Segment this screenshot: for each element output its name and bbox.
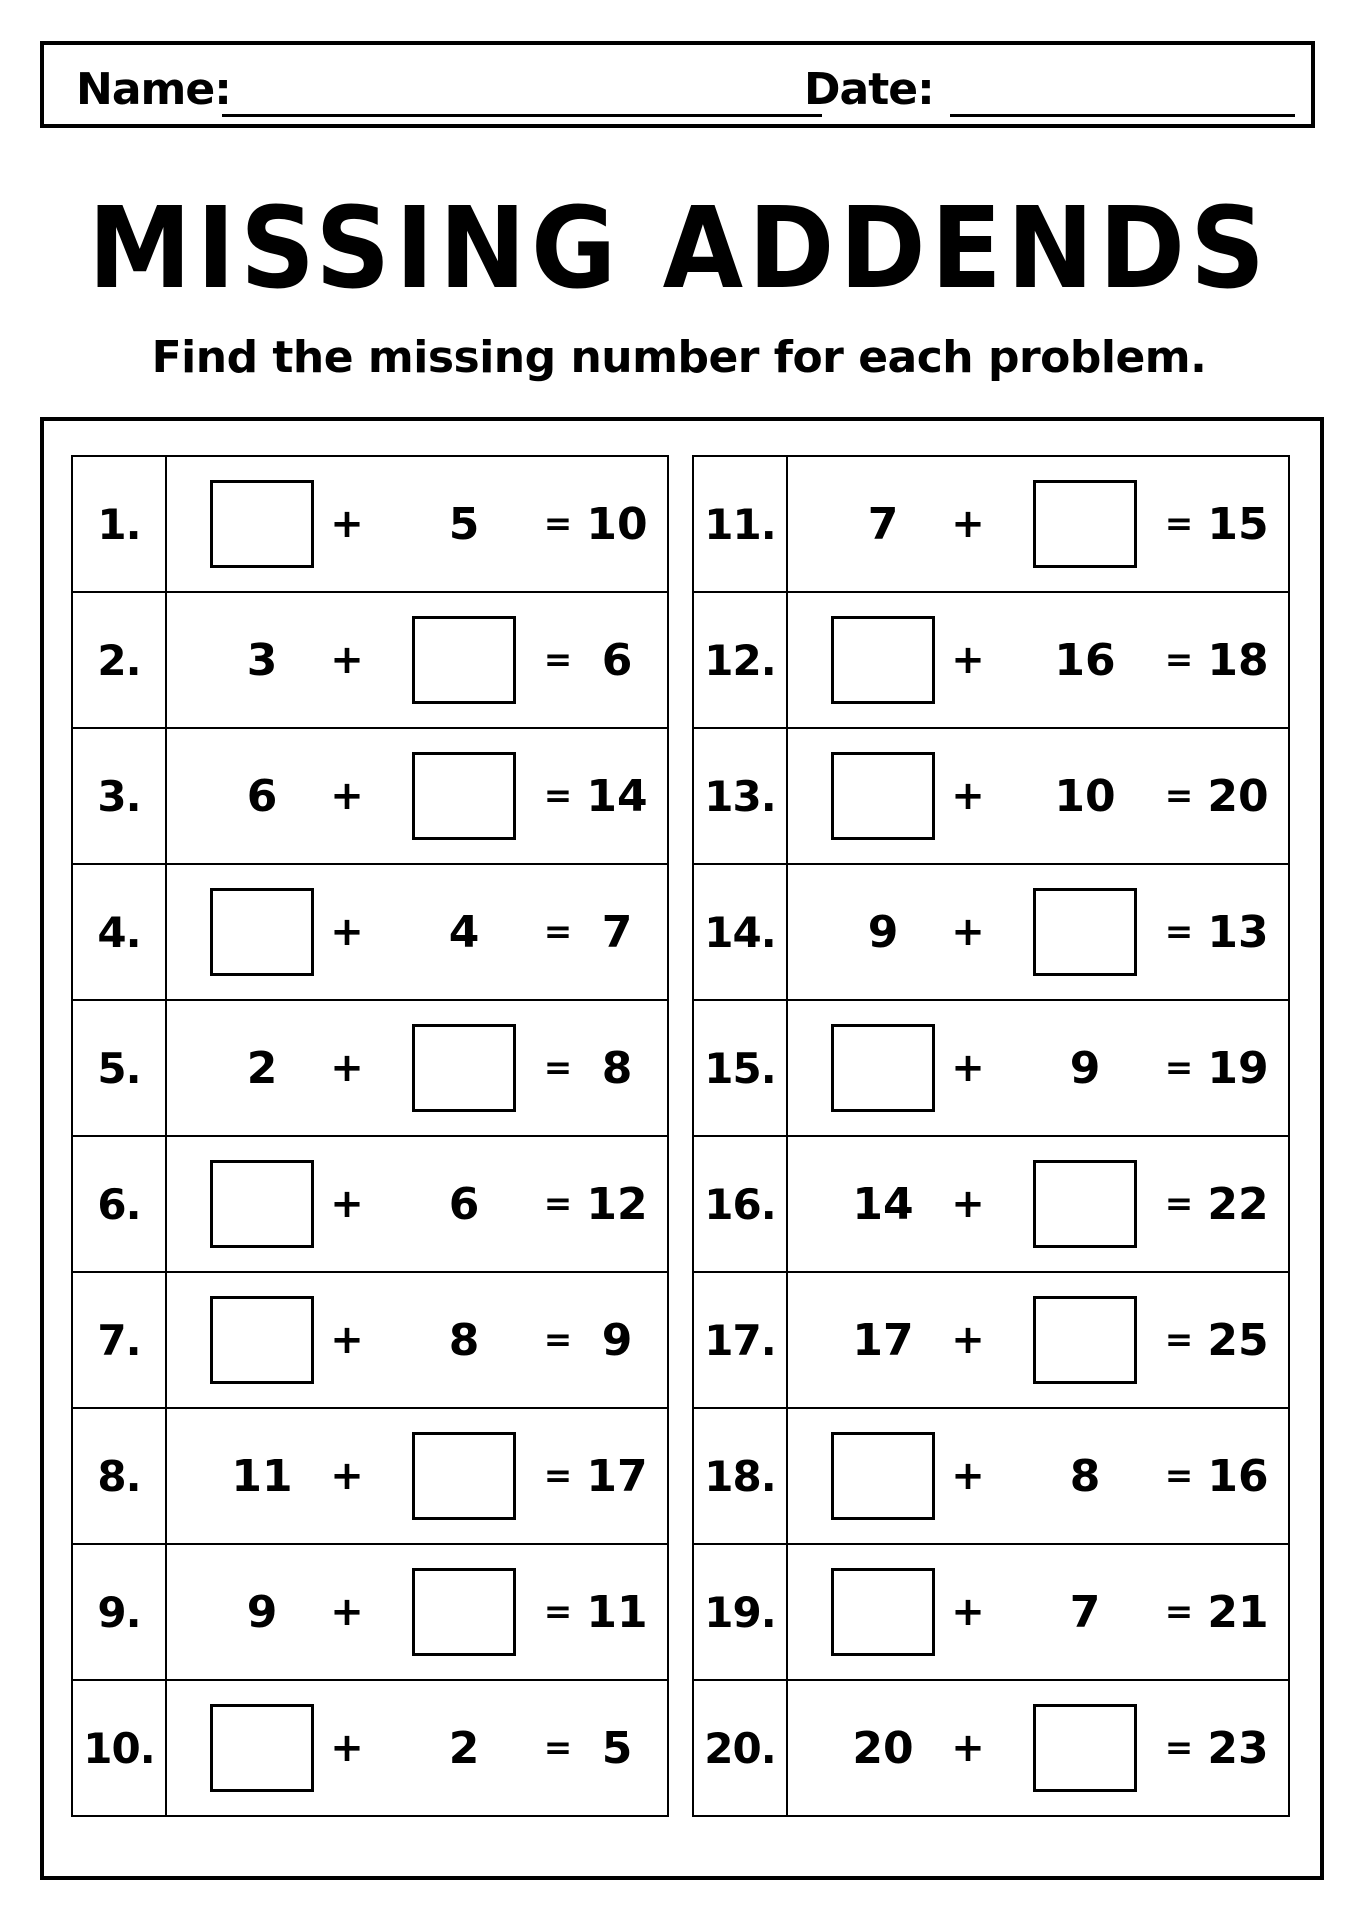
problems-column-right: [692, 455, 1290, 1817]
plus-sign: +: [330, 1589, 364, 1635]
answer-box[interactable]: [831, 1568, 935, 1656]
answer-box[interactable]: [210, 888, 314, 976]
problem-number: 1.: [73, 457, 167, 591]
plus-sign: +: [330, 1045, 364, 1091]
problem-number: 13.: [694, 729, 788, 863]
answer-box[interactable]: [831, 1024, 935, 1112]
equals-sign: =: [543, 1320, 573, 1360]
name-field[interactable]: [222, 114, 822, 117]
sum-value: 7: [601, 906, 633, 958]
worksheet-title: MISSING ADDENDS: [87, 182, 1271, 314]
problem-number: 6.: [73, 1137, 167, 1271]
addend-b: 6: [448, 1178, 480, 1230]
problem-row: [692, 1271, 1290, 1409]
addend-a-slot: [830, 593, 936, 727]
equals-sign: =: [1164, 1728, 1194, 1768]
addend-b: 16: [1054, 634, 1116, 686]
sum-value: 8: [601, 1042, 633, 1094]
plus-sign: +: [330, 501, 364, 547]
addend-b-slot: [1032, 865, 1138, 999]
sum-value: 20: [1207, 770, 1269, 822]
sum-value: 10: [586, 498, 648, 550]
sum-value: 23: [1207, 1722, 1269, 1774]
addend-a-slot: [830, 1409, 936, 1543]
addend-b-slot: [411, 1001, 517, 1135]
plus-sign: +: [951, 773, 985, 819]
date-label: Date:: [804, 64, 934, 115]
sum-value: 5: [601, 1722, 633, 1774]
problem-row: [71, 863, 669, 1001]
addend-a-slot: [830, 1545, 936, 1679]
plus-sign: +: [330, 637, 364, 683]
addend-a: 11: [231, 1450, 293, 1502]
problem-number: 12.: [694, 593, 788, 727]
answer-box[interactable]: [831, 752, 935, 840]
answer-box[interactable]: [412, 1432, 516, 1520]
answer-box[interactable]: [1033, 1296, 1137, 1384]
answer-box[interactable]: [210, 1704, 314, 1792]
problem-number: 7.: [73, 1273, 167, 1407]
addend-b-slot: [411, 593, 517, 727]
problem-row: [692, 863, 1290, 1001]
equals-sign: =: [543, 1184, 573, 1224]
addend-a-slot: [209, 1137, 315, 1271]
plus-sign: +: [951, 1317, 985, 1363]
equals-sign: =: [543, 1592, 573, 1632]
addend-b-slot: [411, 1409, 517, 1543]
equals-sign: =: [1164, 1184, 1194, 1224]
addend-a-slot: [209, 457, 315, 591]
sum-value: 9: [601, 1314, 633, 1366]
plus-sign: +: [330, 1725, 364, 1771]
equals-sign: =: [1164, 504, 1194, 544]
worksheet-instructions: Find the missing number for each problem.: [151, 332, 1207, 383]
sum-value: 13: [1207, 906, 1269, 958]
plus-sign: +: [330, 773, 364, 819]
problem-number: 17.: [694, 1273, 788, 1407]
addend-b-slot: [1032, 1273, 1138, 1407]
problem-number: 20.: [694, 1681, 788, 1815]
answer-box[interactable]: [1033, 1160, 1137, 1248]
answer-box[interactable]: [1033, 888, 1137, 976]
plus-sign: +: [951, 1045, 985, 1091]
problem-number: 5.: [73, 1001, 167, 1135]
plus-sign: +: [951, 501, 985, 547]
answer-box[interactable]: [412, 616, 516, 704]
answer-box[interactable]: [210, 480, 314, 568]
answer-box[interactable]: [210, 1296, 314, 1384]
addend-a-slot: [830, 729, 936, 863]
sum-value: 25: [1207, 1314, 1269, 1366]
addend-b: 2: [448, 1722, 480, 1774]
addend-a-slot: [209, 865, 315, 999]
problem-number: 11.: [694, 457, 788, 591]
problem-number: 15.: [694, 1001, 788, 1135]
addend-b-slot: [1032, 1137, 1138, 1271]
problem-row: [71, 727, 669, 865]
problem-row: [71, 1679, 669, 1817]
addend-a: 14: [852, 1178, 914, 1230]
problem-row: [692, 727, 1290, 865]
addend-a: 3: [246, 634, 278, 686]
plus-sign: +: [951, 909, 985, 955]
equals-sign: =: [543, 640, 573, 680]
sum-value: 15: [1207, 498, 1269, 550]
answer-box[interactable]: [412, 1024, 516, 1112]
problem-number: 4.: [73, 865, 167, 999]
addend-a: 6: [246, 770, 278, 822]
problem-row: [71, 1543, 669, 1681]
problem-row: [71, 1407, 669, 1545]
addend-a: 17: [852, 1314, 914, 1366]
sum-value: 14: [586, 770, 648, 822]
problem-row: [692, 455, 1290, 593]
equals-sign: =: [543, 912, 573, 952]
addend-b: 5: [448, 498, 480, 550]
problem-row: [71, 1135, 669, 1273]
equals-sign: =: [543, 1048, 573, 1088]
addend-a: 20: [852, 1722, 914, 1774]
equals-sign: =: [1164, 640, 1194, 680]
plus-sign: +: [951, 1453, 985, 1499]
problem-row: [692, 1679, 1290, 1817]
sum-value: 12: [586, 1178, 648, 1230]
addend-b: 8: [1069, 1450, 1101, 1502]
problem-number: 16.: [694, 1137, 788, 1271]
addend-b: 10: [1054, 770, 1116, 822]
equals-sign: =: [1164, 776, 1194, 816]
plus-sign: +: [330, 1317, 364, 1363]
sum-value: 18: [1207, 634, 1269, 686]
problem-row: [71, 1271, 669, 1409]
addend-b: 4: [448, 906, 480, 958]
sum-value: 16: [1207, 1450, 1269, 1502]
sum-value: 11: [586, 1586, 648, 1638]
problem-number: 14.: [694, 865, 788, 999]
plus-sign: +: [951, 1589, 985, 1635]
problem-number: 8.: [73, 1409, 167, 1543]
equals-sign: =: [1164, 1456, 1194, 1496]
date-field[interactable]: [950, 114, 1295, 117]
addend-a: 2: [246, 1042, 278, 1094]
header-box: [40, 41, 1315, 128]
addend-b-slot: [1032, 457, 1138, 591]
plus-sign: +: [951, 1725, 985, 1771]
plus-sign: +: [951, 637, 985, 683]
equals-sign: =: [543, 1728, 573, 1768]
problem-number: 2.: [73, 593, 167, 727]
answer-box[interactable]: [1033, 480, 1137, 568]
plus-sign: +: [330, 1453, 364, 1499]
answer-box[interactable]: [1033, 1704, 1137, 1792]
problem-number: 19.: [694, 1545, 788, 1679]
problem-row: [71, 591, 669, 729]
addend-a-slot: [209, 1681, 315, 1815]
answer-box[interactable]: [831, 1432, 935, 1520]
problem-number: 3.: [73, 729, 167, 863]
sum-value: 22: [1207, 1178, 1269, 1230]
equals-sign: =: [1164, 1592, 1194, 1632]
addend-b: 7: [1069, 1586, 1101, 1638]
problem-row: [692, 1543, 1290, 1681]
plus-sign: +: [330, 1181, 364, 1227]
sum-value: 17: [586, 1450, 648, 1502]
addend-b: 9: [1069, 1042, 1101, 1094]
problems-column-left: [71, 455, 669, 1817]
equals-sign: =: [1164, 912, 1194, 952]
plus-sign: +: [951, 1181, 985, 1227]
addend-a: 9: [867, 906, 899, 958]
plus-sign: +: [330, 909, 364, 955]
problem-row: [692, 999, 1290, 1137]
problem-row: [71, 999, 669, 1137]
sum-value: 6: [601, 634, 633, 686]
equals-sign: =: [543, 776, 573, 816]
sum-value: 21: [1207, 1586, 1269, 1638]
addend-a-slot: [209, 1273, 315, 1407]
equals-sign: =: [543, 1456, 573, 1496]
sum-value: 19: [1207, 1042, 1269, 1094]
problem-number: 10.: [73, 1681, 167, 1815]
equals-sign: =: [543, 504, 573, 544]
problem-row: [692, 1407, 1290, 1545]
addend-a: 9: [246, 1586, 278, 1638]
answer-box[interactable]: [210, 1160, 314, 1248]
problem-row: [692, 1135, 1290, 1273]
name-label: Name:: [76, 64, 231, 115]
answer-box[interactable]: [412, 752, 516, 840]
addend-b: 8: [448, 1314, 480, 1366]
equals-sign: =: [1164, 1048, 1194, 1088]
equals-sign: =: [1164, 1320, 1194, 1360]
answer-box[interactable]: [412, 1568, 516, 1656]
problem-row: [692, 591, 1290, 729]
addend-a: 7: [867, 498, 899, 550]
addend-a-slot: [830, 1001, 936, 1135]
addend-b-slot: [1032, 1681, 1138, 1815]
answer-box[interactable]: [831, 616, 935, 704]
problem-row: [71, 455, 669, 593]
addend-b-slot: [411, 1545, 517, 1679]
problem-number: 18.: [694, 1409, 788, 1543]
problem-number: 9.: [73, 1545, 167, 1679]
addend-b-slot: [411, 729, 517, 863]
